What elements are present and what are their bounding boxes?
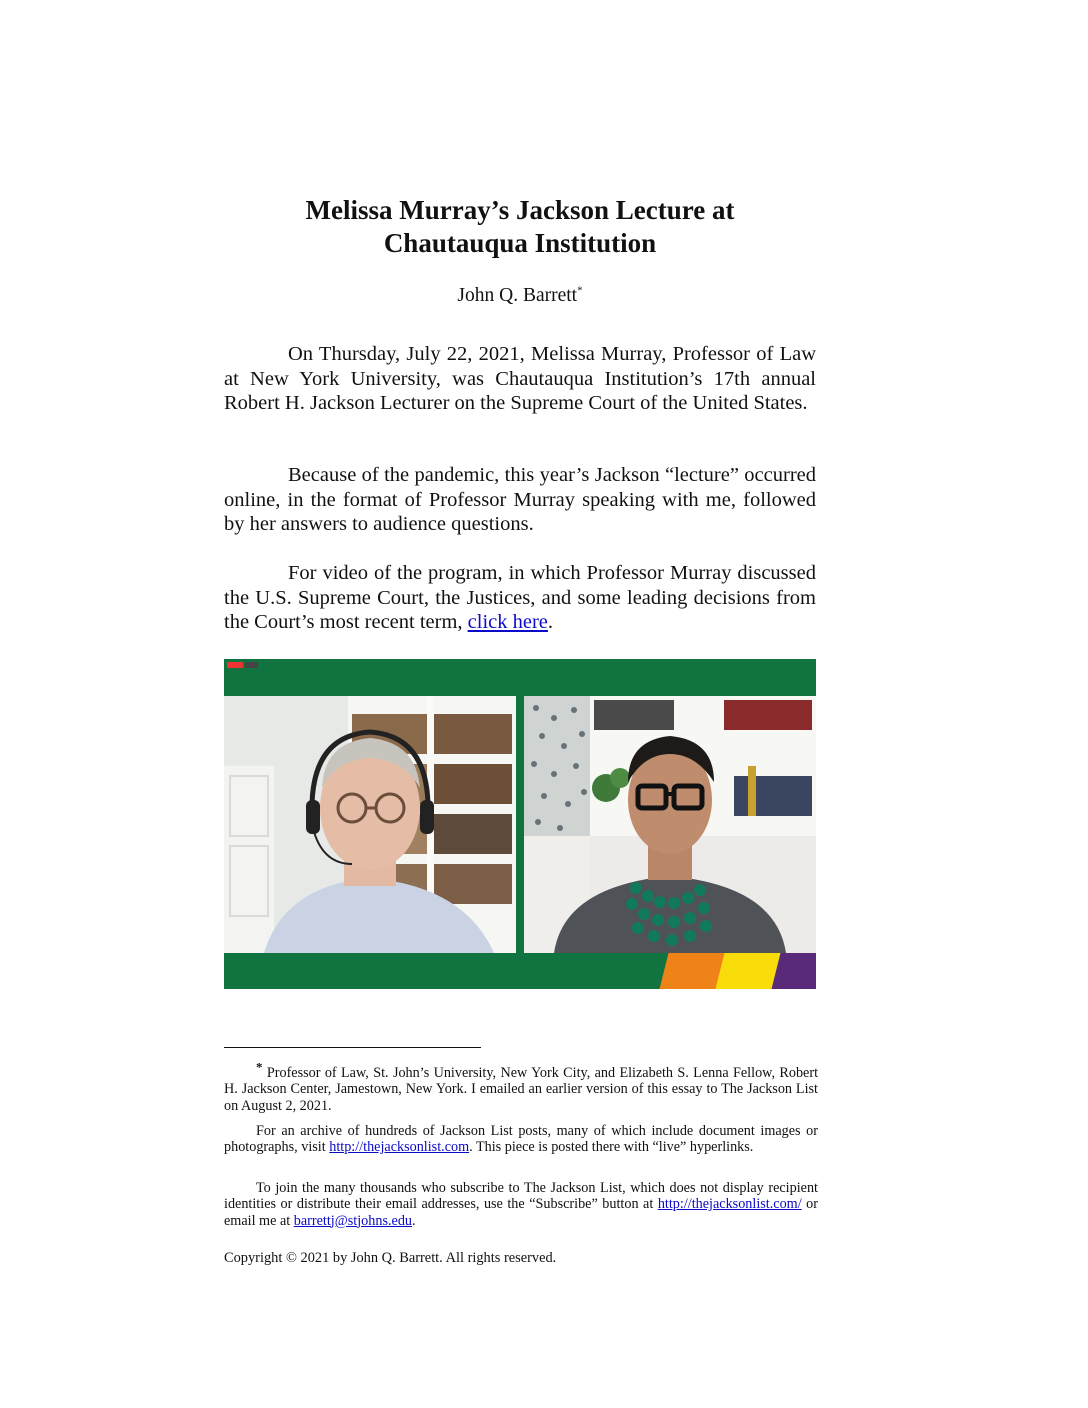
email-link[interactable]: barrettj@stjohns.edu bbox=[293, 1212, 413, 1229]
footnote-1-text: Professor of Law, St. John’s University, New York City, and Elizabeth S. Lenna Fellow, Robert H. Jackson Center, Jamestown, New York. I emailed an earlier version of this essay to The Jackson List on August 2, 2021. bbox=[224, 1065, 819, 1114]
footnote-mark: * bbox=[256, 1059, 263, 1075]
footnote-2-end: . This piece is posted there with “live” hyperlinks. bbox=[469, 1139, 754, 1156]
video-screenshot bbox=[224, 659, 816, 989]
video-top-bar bbox=[224, 659, 816, 695]
title-line-1: Melissa Murray’s Jackson Lecture at bbox=[305, 195, 735, 225]
author-footnote-mark[interactable]: * bbox=[577, 284, 583, 297]
jacksonlist-link[interactable]: http://thejacksonlist.com bbox=[329, 1139, 470, 1156]
speaker-panel-right bbox=[524, 696, 816, 953]
speaker-panel-left bbox=[224, 696, 516, 953]
author-name: John Q. Barrett bbox=[457, 285, 578, 306]
footnote-3-end: . bbox=[412, 1212, 416, 1229]
author-byline bbox=[224, 284, 816, 308]
footnote-2-text: For an archive of hundreds of Jackson List posts, many of which include document images or photographs, visit bbox=[224, 1123, 818, 1156]
footnote-3-middle: or email me at bbox=[224, 1196, 818, 1229]
video-link[interactable]: click here bbox=[467, 611, 548, 633]
speaker-man-image bbox=[224, 696, 516, 953]
paragraph-1: On Thursday, July 22, 2021, Melissa Murray, Professor of Law at New York University, was Chautauqua Institution’s 17th annual Robert H. Jackson Lecturer on the Supreme Court of the United States. bbox=[224, 343, 816, 414]
purple-stripe bbox=[772, 953, 816, 989]
title-line-2: Chautauqua Institution bbox=[383, 228, 657, 258]
viewer-count-icon bbox=[245, 662, 258, 668]
paragraph-3 bbox=[224, 561, 816, 635]
paragraph-3-text: For video of the program, in which Professor Murray discussed the U.S. Supreme Court, the Justices, and some leading decisions from the Court’s most recent term, bbox=[224, 562, 816, 633]
footnote-2 bbox=[224, 1123, 818, 1156]
footnote-3-text: To join the many thousands who subscribe to The Jackson List, which does not display recipient identities or distribute their email addresses, use the “Subscribe” button at bbox=[224, 1180, 818, 1213]
footnote-3 bbox=[224, 1180, 818, 1229]
paragraph-3-end: . bbox=[547, 611, 554, 633]
speaker-woman-image bbox=[524, 696, 816, 953]
paragraph-2: Because of the pandemic, this year’s Jackson “lecture” occurred online, in the format of Professor Murray speaking with me, followed by her answers to audience questions. bbox=[224, 464, 816, 535]
live-badge-icon bbox=[227, 662, 243, 668]
subscribe-link[interactable]: http://thejacksonlist.com/ bbox=[657, 1196, 802, 1213]
copyright-notice: Copyright © 2021 by John Q. Barrett. All rights reserved. bbox=[224, 1250, 557, 1266]
footnote-1 bbox=[224, 1059, 819, 1114]
footnote-divider bbox=[224, 1047, 481, 1048]
page-title bbox=[224, 194, 816, 260]
